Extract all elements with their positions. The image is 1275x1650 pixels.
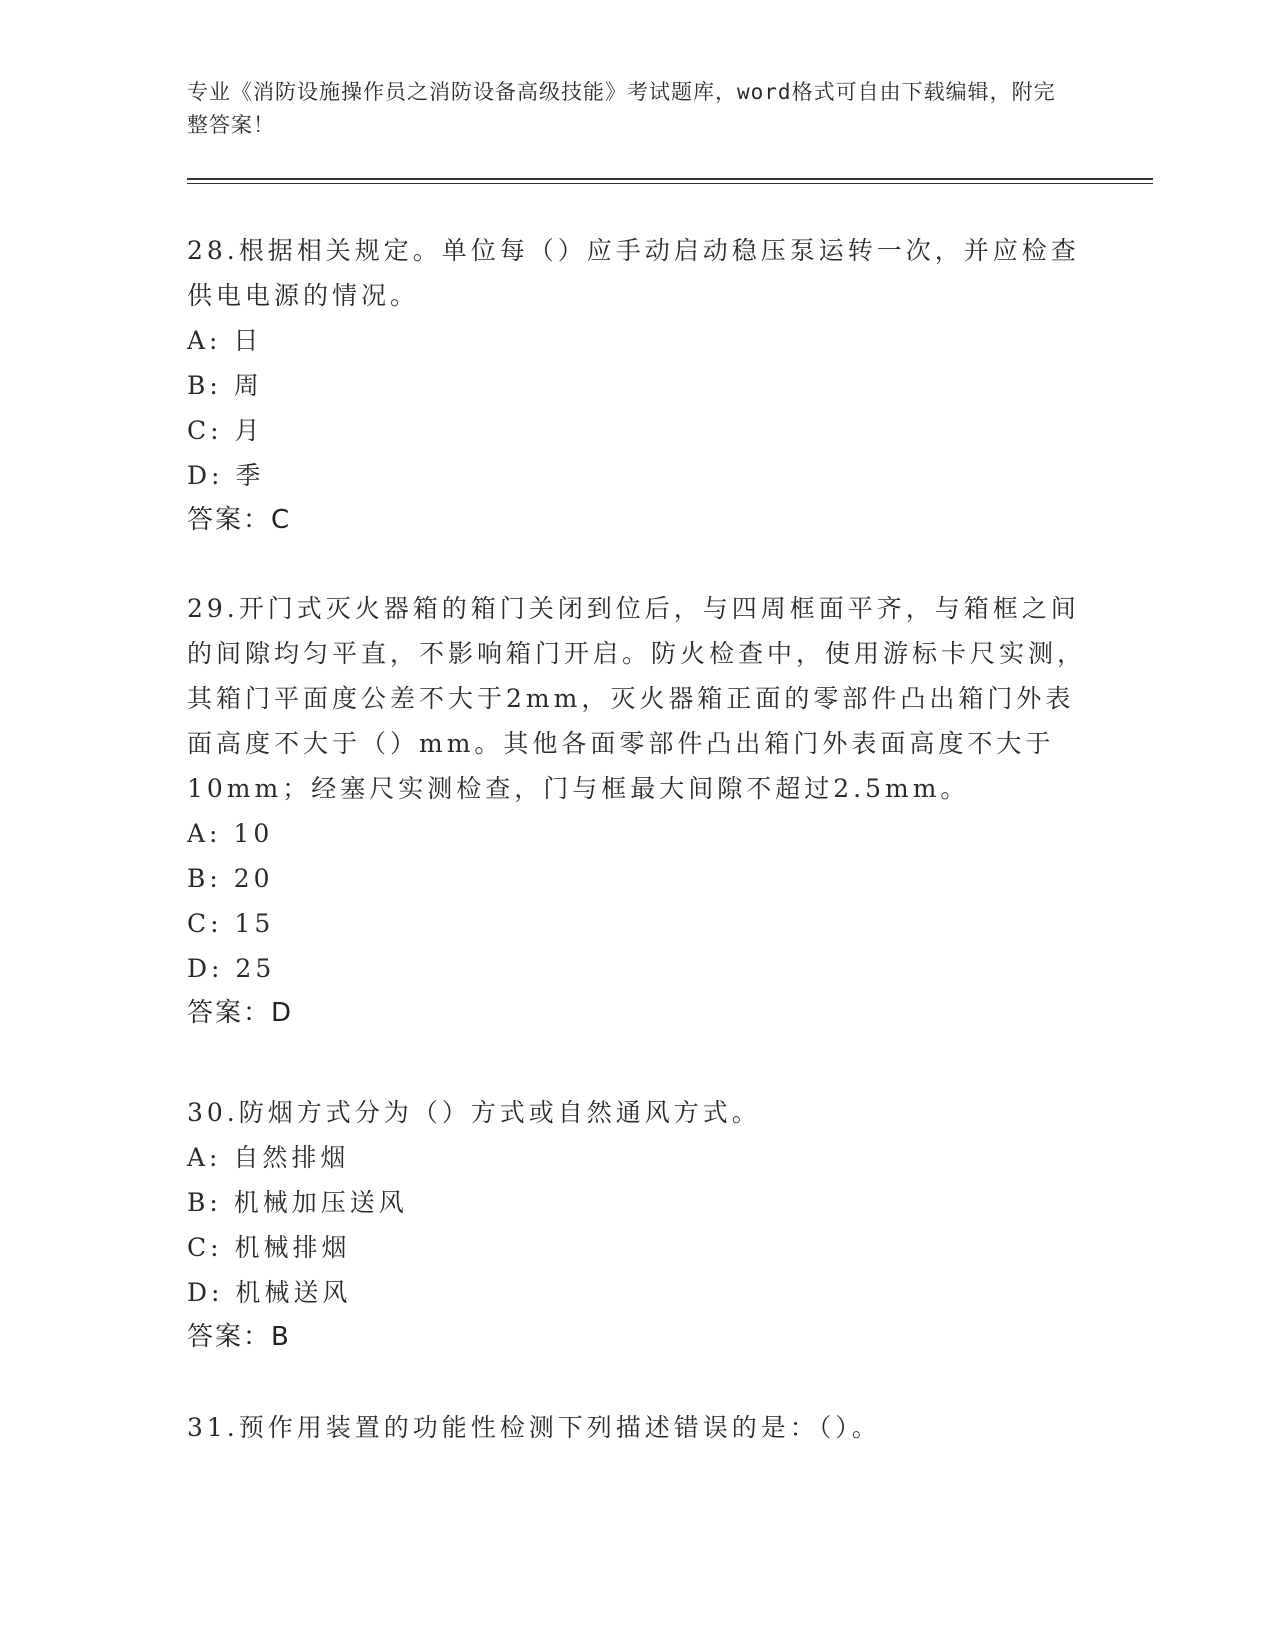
- option-d: D: 季: [187, 461, 265, 490]
- document-header: 专业《消防设施操作员之消防设备高级技能》考试题库，word格式可自由下载编辑，附完整答案！: [187, 80, 1056, 137]
- option-c: C: 月: [187, 416, 264, 445]
- question-30: [187, 1090, 1087, 1360]
- answer: 答案：B: [187, 1322, 291, 1352]
- option-a: A: 自然排烟: [187, 1143, 350, 1172]
- header-divider-thin: [187, 183, 1153, 184]
- question-text: 31.预作用装置的功能性检测下列描述错误的是：（）。: [187, 1413, 881, 1442]
- option-a: A: 10: [187, 819, 274, 848]
- option-d: D: 25: [187, 954, 276, 983]
- option-a: A: 日: [187, 326, 263, 355]
- option-b: B: 20: [187, 864, 274, 893]
- question-31: [187, 1405, 1087, 1450]
- question-text: 30.防烟方式分为（）方式或自然通风方式。: [187, 1098, 761, 1127]
- option-c: C: 机械排烟: [187, 1233, 351, 1262]
- answer: 答案：C: [187, 505, 292, 535]
- option-b: B: 周: [187, 371, 263, 400]
- answer: 答案：D: [187, 998, 294, 1028]
- question-text: 29.开门式灭火器箱的箱门关闭到位后，与四周框面平齐，与箱框之间的间隙均匀平直，不影响箱门开启。防火检查中，使用游标卡尺实测，其箱门平面度公差不大于2mm，灭火器箱正面的零部件凸出箱门外表面高度不大于（）mm。其他各面零部件凸出箱门外表面高度不大于10mm；经塞尺实测检查，门与框最大间隙不超过2.5mm。: [187, 594, 1087, 803]
- question-28: [187, 228, 1087, 543]
- option-c: C: 15: [187, 909, 275, 938]
- question-29: [187, 586, 1087, 1036]
- header-divider-thick: [187, 178, 1153, 180]
- question-text: 28.根据相关规定。单位每（）应手动启动稳压泵运转一次，并应检查供电电源的情况。: [187, 236, 1080, 310]
- option-d: D: 机械送风: [187, 1278, 352, 1307]
- option-b: B: 机械加压送风: [187, 1188, 408, 1217]
